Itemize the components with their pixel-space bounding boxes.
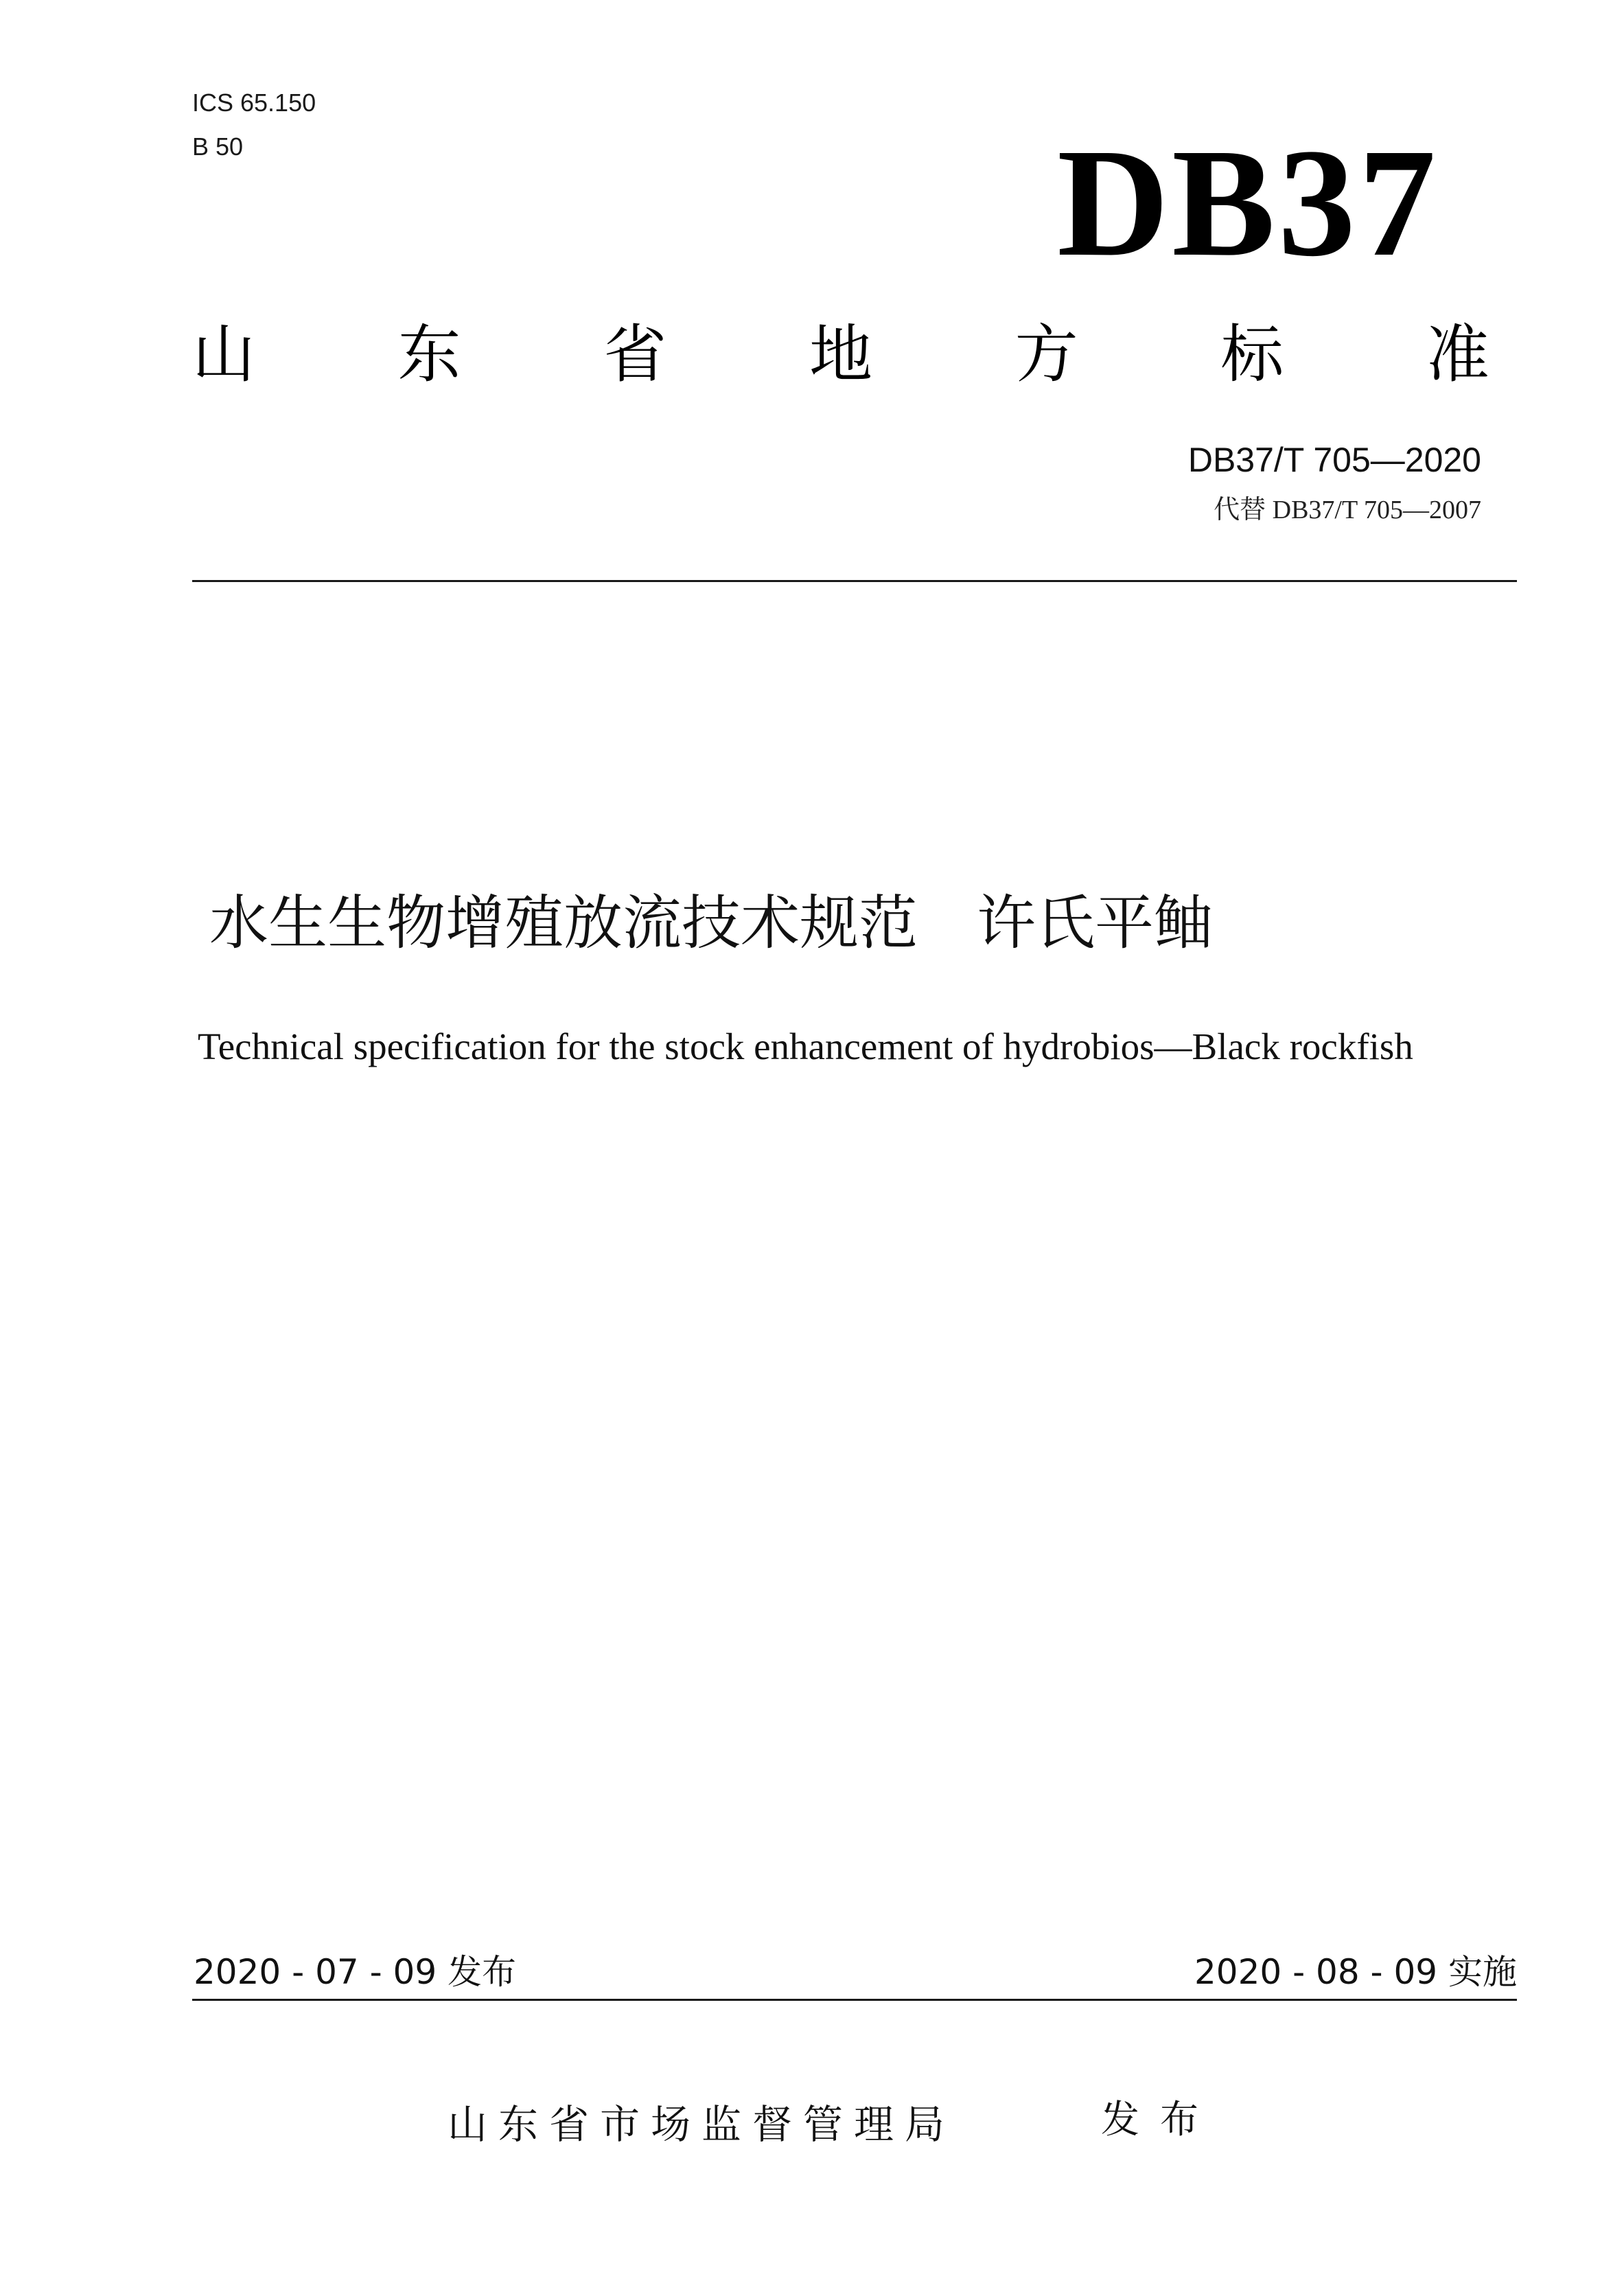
implementation-date: 2020 - 08 - 09 实施 bbox=[1194, 1952, 1517, 1992]
standard-title-char: 省 bbox=[603, 318, 667, 391]
standard-title-char: 方 bbox=[1014, 318, 1078, 391]
ics-code: ICS 65.150 bbox=[192, 89, 316, 117]
standard-title-char: 准 bbox=[1426, 318, 1489, 391]
replaces-standard: 代替 DB37/T 705—2007 bbox=[1214, 496, 1481, 524]
standard-title-char: 标 bbox=[1220, 318, 1284, 391]
top-divider bbox=[192, 580, 1517, 582]
standard-title-char: 山 bbox=[192, 318, 256, 391]
document-title-en: Technical specification for the stock enhancement of hydrobios—Black rockfish bbox=[198, 1025, 1413, 1067]
classification-codes bbox=[192, 81, 316, 169]
bottom-divider bbox=[192, 1999, 1517, 2001]
document-title-zh: 水生生物增殖放流技术规范 许氏平鲉 bbox=[209, 889, 1213, 958]
issue-label: 发布 bbox=[1101, 2098, 1219, 2142]
issue-date: 2020 - 07 - 09 发布 bbox=[194, 1952, 517, 1992]
db37-logo: DB37 bbox=[1057, 117, 1439, 288]
standard-number: DB37/T 705—2020 bbox=[1187, 441, 1481, 479]
issuing-authority: 山东省市场监督管理局 bbox=[448, 2101, 956, 2148]
standard-title-char: 地 bbox=[809, 318, 872, 391]
ccs-code: B 50 bbox=[192, 132, 244, 161]
standard-type-title bbox=[192, 317, 1489, 393]
standard-title-char: 东 bbox=[397, 318, 461, 391]
